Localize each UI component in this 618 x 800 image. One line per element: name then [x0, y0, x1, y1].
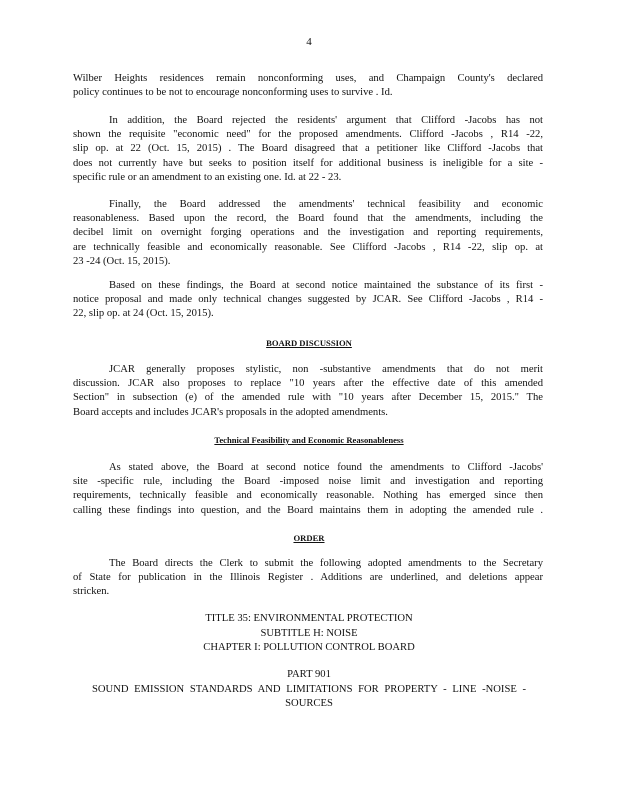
rule-title: TITLE 35: ENVIRONMENTAL PROTECTION: [205, 613, 413, 624]
text-line: specific rule or an amendment to an existing one. Id. at 22 - 23.: [73, 171, 342, 183]
text-line: requirements, technically feasible and economically reasonable. Nothing has emerged since then: [73, 490, 543, 502]
text-line: stricken.: [73, 586, 110, 598]
text-line: discussion. JCAR also proposes to replace "10 years after the effective date of this amended: [73, 378, 543, 390]
page-number: 4: [306, 36, 312, 48]
paragraph-economic-need: [73, 114, 543, 185]
heading-order: [0, 533, 618, 543]
heading-text: ORDER: [293, 533, 325, 543]
rule-header: [0, 612, 618, 656]
text-line: policy continues to be not to encourage nonconforming uses to survive . Id.: [73, 87, 393, 99]
paragraph-feasibility: [73, 198, 543, 269]
text-line: slip op. at 22 (Oct. 15, 2015) . The Board disagreed that a petitioner like Clifford -Jacobs that: [73, 143, 543, 155]
text-line: 23 -24 (Oct. 15, 2015).: [73, 255, 171, 267]
rule-part: [0, 668, 618, 712]
paragraph-second-notice: [73, 279, 543, 322]
text-line: shown the requisite "economic need" for the proposed amendments. Clifford -Jacobs , R14 -22,: [73, 129, 543, 141]
heading-text: BOARD DISCUSSION: [266, 338, 352, 348]
text-line: Board accepts and includes JCAR's proposals in the adopted amendments.: [73, 406, 388, 418]
paragraph-order: [73, 557, 543, 600]
text-line: does not currently have but seeks to position itself for additional business is ineligible for a site -: [73, 157, 543, 169]
text-line: Section" in subsection (e) of the amended rule with "10 years after December 15, 2015." The: [73, 392, 543, 404]
rule-part-number: PART 901: [287, 669, 331, 680]
text-line: Wilber Heights residences remain nonconforming uses, and Champaign County's declared: [73, 73, 543, 84]
text-line: decibel limit on overnight forging operations and the investigation and reporting requirements,: [73, 227, 543, 239]
heading-board-discussion: [0, 338, 618, 348]
text-line: JCAR generally proposes stylistic, non -substantive amendments that do not merit: [109, 364, 543, 375]
rule-chapter: CHAPTER I: POLLUTION CONTROL BOARD: [203, 642, 415, 653]
text-line: Finally, the Board addressed the amendments' technical feasibility and economic: [109, 199, 543, 210]
paragraph-findings-maintained: [73, 461, 543, 518]
heading-text: Technical Feasibility and Economic Reasonableness: [214, 435, 404, 445]
rule-part-name: SOUND EMISSION STANDARDS AND LIMITATIONS FOR PROPERTY - LINE -NOISE -: [92, 683, 526, 695]
text-line: The Board directs the Clerk to submit the following adopted amendments to the Secretary: [109, 558, 543, 569]
text-line: 22, slip op. at 24 (Oct. 15, 2015).: [73, 308, 214, 320]
rule-subtitle: SUBTITLE H: NOISE: [260, 627, 358, 639]
text-line: calling these findings into question, and the Board maintains them in adopting the amended rule .: [73, 504, 543, 516]
text-line: reasonableness. Based upon the record, the Board found that the amendments, including the: [73, 213, 543, 225]
heading-technical-feasibility: [0, 435, 618, 445]
rule-part-name-cont: SOURCES: [285, 698, 333, 709]
text-line: In addition, the Board rejected the residents' argument that Clifford -Jacobs has not: [109, 115, 543, 126]
text-line: As stated above, the Board at second notice found the amendments to Clifford -Jacobs': [109, 462, 543, 473]
text-line: of State for publication in the Illinois Register . Additions are underlined, and deletions appear: [73, 572, 543, 584]
text-line: notice proposal and made only technical changes suggested by JCAR. See Clifford -Jacobs , R14 -: [73, 294, 543, 306]
text-line: Based on these findings, the Board at second notice maintained the substance of its first -: [109, 280, 543, 291]
text-line: are technically feasible and economically reasonable. See Clifford -Jacobs , R14 -22, slip op. at: [73, 241, 543, 253]
paragraph-nonconforming-uses: [73, 72, 543, 100]
text-line: site -specific rule, including the Board -imposed noise limit and investigation and reporting: [73, 476, 543, 488]
paragraph-jcar-proposals: [73, 363, 543, 420]
